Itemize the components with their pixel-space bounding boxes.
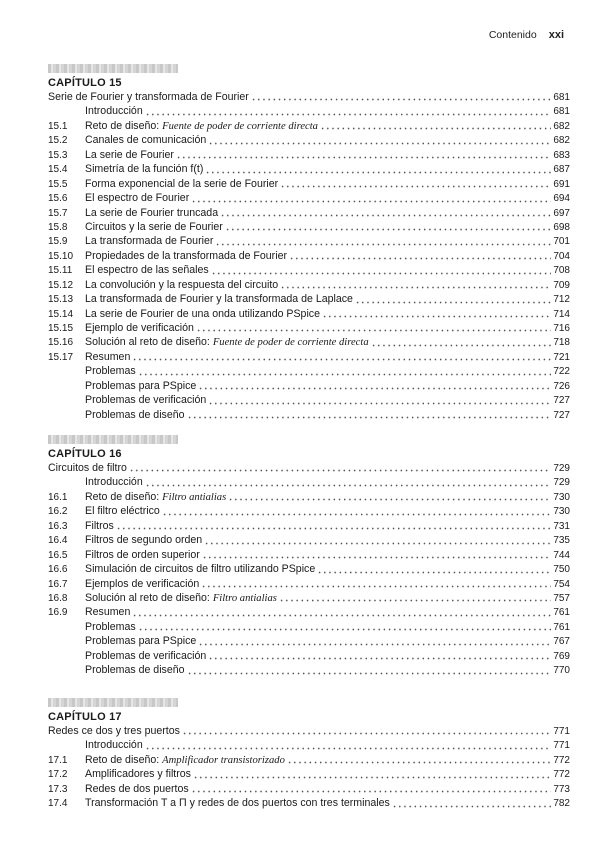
- entry-title: [85, 591, 277, 606]
- entry-title-text: Propiedades de la transformada de Fourier: [85, 249, 287, 262]
- entry-page-number: 769: [553, 650, 570, 662]
- entry-title-text: Canales de comunicación: [85, 134, 207, 147]
- dot-leader: [225, 223, 552, 231]
- entry-page-number: 761: [553, 607, 570, 619]
- entry-title-text: Simetría de la función f(t): [85, 163, 204, 176]
- dot-leader: [215, 238, 551, 246]
- entry-title-text: Amplificadores y filtros: [85, 768, 191, 781]
- entry-title: [85, 364, 136, 378]
- entry-page-number: 691: [553, 178, 570, 190]
- entry-page-number: 709: [553, 279, 570, 291]
- entry-title: [85, 292, 353, 306]
- toc-entry: [48, 162, 570, 176]
- entry-page-number: 727: [553, 395, 570, 407]
- toc-entry: [48, 461, 570, 475]
- entry-title: [85, 504, 160, 518]
- entry-title: [85, 649, 206, 663]
- toc-entry: [48, 278, 570, 292]
- entry-page-number: 714: [553, 308, 570, 320]
- entry-title-text: El espectro de Fourier: [85, 192, 190, 205]
- entry-page-number: 782: [553, 798, 570, 810]
- entry-title-text: Introducción: [85, 476, 143, 489]
- toc-entry: [48, 234, 570, 248]
- entry-title-text: La transformada de Fourier: [85, 235, 214, 248]
- entry-title: [85, 119, 318, 134]
- dot-leader: [251, 93, 552, 101]
- section-number: 17.2: [48, 769, 68, 781]
- entry-page-number: 716: [553, 323, 570, 334]
- entry-page-number: 681: [553, 92, 570, 103]
- entry-title-text: Reto de diseño:: [85, 490, 163, 503]
- dot-leader: [187, 667, 552, 675]
- entry-page-number: 698: [553, 221, 570, 233]
- entry-title: [85, 548, 200, 562]
- dot-leader: [371, 339, 552, 347]
- entry-title: [85, 782, 189, 796]
- entry-title: [85, 577, 199, 591]
- entry-title-text: Redes de dos puertos: [85, 782, 189, 795]
- dot-leader: [355, 296, 551, 304]
- entry-page-number: 712: [553, 294, 570, 306]
- dot-leader: [205, 166, 551, 174]
- toc-entry: [48, 782, 570, 796]
- entry-page-number: 730: [553, 506, 570, 518]
- entry-title-italic: Amplificador transistorizado: [162, 754, 285, 766]
- dot-leader: [228, 493, 551, 501]
- toc-entry: [48, 796, 570, 810]
- toc-entry: [48, 292, 570, 306]
- entry-title: [85, 148, 174, 162]
- dot-leader: [202, 551, 551, 559]
- entry-page-number: 772: [553, 754, 570, 766]
- section-number: 17.4: [48, 798, 68, 810]
- entry-page-number: 770: [553, 665, 570, 677]
- entry-title-text: Solución al reto de diseño:: [85, 591, 213, 604]
- entry-title-text: Solución al reto de diseño:: [85, 336, 213, 349]
- toc-entry: [48, 605, 570, 619]
- entry-page-number: 761: [553, 621, 570, 633]
- toc-entry: [48, 379, 570, 393]
- dot-leader: [320, 122, 551, 130]
- toc-entry: [48, 753, 570, 767]
- section-name: Contenido: [488, 29, 537, 41]
- entry-title-text: Problemas de verificación: [85, 649, 207, 662]
- toc-entry: [48, 577, 570, 591]
- entry-title-text: La serie de Fourier: [85, 148, 174, 161]
- dot-leader: [138, 623, 552, 631]
- entry-title-text: Transformación T a Π y redes de dos puertos con tres terminales: [85, 797, 390, 810]
- toc-entry: [48, 177, 570, 191]
- entry-title-text: Reto de diseño:: [85, 119, 163, 132]
- toc-entry: [48, 475, 570, 489]
- dot-leader: [208, 137, 551, 145]
- entry-title: [85, 738, 143, 752]
- entry-page-number: 726: [553, 380, 570, 392]
- entry-title-text: Problemas para PSpice: [85, 379, 197, 392]
- dot-leader: [191, 195, 551, 203]
- dot-leader: [204, 537, 551, 545]
- section-number: 15.15: [48, 323, 74, 334]
- dot-leader: [145, 479, 552, 487]
- entry-title-text: Introducción: [85, 739, 143, 752]
- entry-title: [85, 220, 223, 234]
- chapter-label: CAPÍTULO 17: [48, 711, 122, 723]
- chapter-label: CAPÍTULO 16: [48, 448, 122, 460]
- toc-entry: [48, 148, 570, 162]
- dot-leader: [138, 368, 552, 376]
- section-number: 15.12: [48, 279, 74, 291]
- dot-leader: [208, 397, 551, 405]
- entry-title: [48, 461, 127, 475]
- entry-title-text: Ejemplos de verificación: [85, 577, 200, 590]
- entry-title-text: La serie de Fourier truncada: [85, 206, 219, 219]
- section-number: 15.2: [48, 135, 68, 147]
- chapter-15: [48, 64, 570, 422]
- entry-title: [85, 307, 320, 321]
- entry-page-number: 729: [553, 477, 570, 489]
- toc-entry: [48, 350, 570, 364]
- entry-title: [85, 177, 278, 191]
- section-number: 15.4: [48, 164, 68, 176]
- chapter-17: [48, 698, 570, 811]
- entry-page-number: 704: [553, 250, 570, 262]
- entry-page-number: 682: [553, 135, 570, 147]
- entry-title: [85, 335, 369, 350]
- entry-page-number: 697: [553, 207, 570, 219]
- toc-entry: [48, 767, 570, 781]
- entry-title-text: Redes ce dos y tres puertos: [48, 725, 180, 737]
- entry-title: [85, 796, 390, 810]
- entry-title-text: Problemas de diseño: [85, 664, 185, 677]
- section-number: 15.10: [48, 250, 74, 262]
- section-number: 15.11: [48, 265, 73, 277]
- entry-title: [85, 519, 114, 533]
- toc-entry: [48, 220, 570, 234]
- toc-entry: [48, 620, 570, 634]
- dot-leader: [145, 108, 552, 116]
- section-number: 15.1: [48, 120, 68, 132]
- dot-leader: [191, 785, 552, 793]
- toc-entry: [48, 562, 570, 576]
- entry-title: [85, 249, 287, 263]
- toc-entry: [48, 519, 570, 533]
- toc-entry: [48, 90, 570, 104]
- dot-leader: [193, 771, 551, 779]
- entry-page-number: 682: [553, 120, 570, 132]
- entry-title: [48, 724, 180, 738]
- section-number: 15.13: [48, 294, 74, 306]
- section-number: 17.1: [48, 754, 68, 766]
- entry-page-number: 681: [553, 106, 570, 118]
- entry-title: [48, 90, 249, 104]
- entry-title-italic: Fuente de poder de corriente directa: [212, 337, 369, 349]
- toc-entries: [48, 90, 570, 422]
- entry-page-number: 744: [553, 549, 570, 561]
- entry-title: [85, 408, 185, 422]
- entry-title: [85, 620, 136, 634]
- toc-entry: [48, 738, 570, 752]
- entry-title-text: Problemas de diseño: [85, 408, 185, 421]
- entry-title-text: Problemas: [85, 620, 136, 633]
- toc-entry: [48, 133, 570, 147]
- entry-title-text: La convolución y la respuesta del circuito: [85, 278, 279, 291]
- entry-title: [85, 162, 203, 176]
- section-number: 16.1: [48, 491, 68, 503]
- dot-leader: [392, 800, 552, 808]
- section-number: 16.4: [48, 535, 68, 547]
- entry-page-number: 731: [553, 520, 570, 532]
- dot-leader: [279, 594, 551, 602]
- entry-title: [85, 634, 196, 648]
- toc-entries: [48, 461, 570, 678]
- entry-title: [85, 663, 185, 677]
- toc-entry: [48, 634, 570, 648]
- entry-title: [85, 263, 209, 277]
- dot-leader: [176, 151, 551, 159]
- toc-entry: [48, 321, 570, 335]
- entry-page-number: 687: [553, 164, 570, 176]
- entry-title-text: Problemas: [85, 365, 136, 378]
- dot-leader: [145, 742, 552, 750]
- entry-title-text: Resumen: [85, 606, 131, 619]
- entry-title: [85, 562, 315, 576]
- toc-entry: [48, 263, 570, 277]
- section-number: 16.5: [48, 549, 68, 561]
- toc-entry: [48, 663, 570, 677]
- entry-title: [85, 191, 189, 205]
- entry-title: [85, 133, 206, 147]
- section-number: 16.2: [48, 506, 68, 518]
- section-number: 16.8: [48, 592, 68, 604]
- section-number: 17.3: [48, 783, 68, 795]
- section-number: 15.17: [48, 351, 74, 363]
- section-number: 16.7: [48, 578, 68, 590]
- toc-entry: [48, 104, 570, 118]
- entry-page-number: 767: [553, 636, 570, 648]
- entry-page-number: 694: [553, 193, 570, 205]
- section-number: 15.16: [48, 337, 74, 349]
- entry-page-number: 708: [553, 265, 570, 277]
- entry-title: [85, 533, 202, 547]
- entry-title-text: El filtro eléctrico: [85, 505, 160, 518]
- entry-title-text: Circuitos de filtro: [48, 462, 127, 474]
- section-number: 15.14: [48, 308, 74, 320]
- dot-leader: [317, 566, 551, 574]
- entry-page-number: 735: [553, 535, 570, 547]
- entry-page-number: 757: [553, 592, 570, 604]
- entry-title-text: Forma exponencial de la serie de Fourier: [85, 177, 279, 190]
- entry-title: [85, 753, 285, 768]
- toc-entry: [48, 408, 570, 422]
- chapter-16: [48, 435, 570, 678]
- entry-title-text: Filtros de orden superior: [85, 548, 200, 561]
- dot-leader: [198, 638, 551, 646]
- toc-entry: [48, 724, 570, 738]
- dot-leader: [187, 411, 552, 419]
- entry-title: [85, 490, 226, 505]
- entry-title-text: Introducción: [85, 105, 143, 118]
- toc-entry: [48, 591, 570, 605]
- toc-entries: [48, 724, 570, 811]
- toc-entry: [48, 119, 570, 133]
- toc-entry: [48, 206, 570, 220]
- entry-page-number: 721: [553, 351, 570, 363]
- page-number: xxi: [548, 29, 564, 41]
- section-number: 15.9: [48, 236, 68, 248]
- entry-title: [85, 767, 191, 781]
- entry-page-number: 727: [553, 409, 570, 421]
- entry-page-number: 729: [553, 463, 570, 474]
- entry-title: [85, 206, 218, 220]
- entry-page-number: 722: [553, 366, 570, 378]
- toc-entry: [48, 364, 570, 378]
- toc-entry: [48, 393, 570, 407]
- entry-title-text: Problemas de verificación: [85, 394, 207, 407]
- entry-page-number: 754: [553, 578, 570, 590]
- entry-title: [85, 350, 130, 364]
- dot-leader: [129, 464, 551, 472]
- entry-title-text: Filtros: [85, 519, 114, 532]
- entry-title-text: La transformada de Fourier y la transformada de Laplace: [85, 293, 353, 306]
- toc-entry: [48, 533, 570, 547]
- toc-entry: [48, 307, 570, 321]
- entry-title-text: Simulación de circuitos de filtro utilizando PSpice: [85, 563, 316, 576]
- entry-title: [85, 234, 213, 248]
- dot-leader: [322, 310, 551, 318]
- dot-leader: [182, 727, 551, 735]
- toc-entry: [48, 649, 570, 663]
- entry-page-number: 771: [553, 726, 570, 737]
- entry-title: [85, 321, 194, 335]
- entry-title-italic: Fuente de poder de corriente directa: [162, 120, 318, 132]
- dot-leader: [280, 281, 551, 289]
- dot-leader: [162, 508, 552, 516]
- chapter-ornament: [48, 64, 178, 73]
- entry-title-italic: Filtro antialias: [162, 491, 227, 503]
- dot-leader: [132, 609, 551, 617]
- dot-leader: [211, 267, 552, 275]
- dot-leader: [220, 209, 551, 217]
- dot-leader: [280, 180, 551, 188]
- entry-title: [85, 104, 143, 118]
- chapter-ornament: [48, 435, 178, 444]
- dot-leader: [287, 756, 551, 764]
- section-number: 15.3: [48, 149, 68, 161]
- entry-title: [85, 475, 143, 489]
- running-head: [489, 29, 564, 41]
- entry-title: [85, 278, 278, 292]
- toc-entry: [48, 335, 570, 349]
- entry-title-text: Serie de Fourier y transformada de Fourier: [48, 91, 249, 103]
- entry-title-text: Resumen: [85, 350, 131, 363]
- toc-entry: [48, 249, 570, 263]
- entry-title-text: Problemas para PSpice: [85, 635, 197, 648]
- entry-title-italic: Filtro antialias: [212, 592, 277, 604]
- dot-leader: [116, 522, 551, 530]
- entry-page-number: 683: [553, 149, 570, 161]
- entry-title-text: Reto de diseño:: [85, 753, 163, 766]
- entry-title-text: Filtros de segundo orden: [85, 534, 203, 547]
- entry-title-text: Circuitos y la serie de Fourier: [85, 220, 223, 233]
- entry-title: [85, 605, 130, 619]
- toc-entry: [48, 548, 570, 562]
- dot-leader: [196, 324, 551, 332]
- section-number: 15.6: [48, 193, 68, 205]
- section-number: 16.9: [48, 607, 68, 619]
- entry-page-number: 772: [553, 769, 570, 781]
- entry-page-number: 730: [553, 491, 570, 503]
- toc-entry: [48, 504, 570, 518]
- entry-title: [85, 379, 196, 393]
- chapter-ornament: [48, 698, 178, 707]
- entry-page-number: 773: [553, 783, 570, 795]
- section-number: 16.6: [48, 564, 68, 576]
- dot-leader: [198, 382, 551, 390]
- toc-entry: [48, 490, 570, 504]
- entry-title-text: El espectro de las señales: [85, 264, 209, 277]
- section-number: 16.3: [48, 520, 68, 532]
- entry-title-text: Ejemplo de verificación: [85, 322, 194, 334]
- entry-page-number: 771: [553, 740, 570, 752]
- section-number: 15.8: [48, 221, 68, 233]
- dot-leader: [201, 580, 551, 588]
- entry-title: [85, 393, 206, 407]
- entry-page-number: 701: [553, 236, 570, 248]
- dot-leader: [132, 353, 551, 361]
- entry-title-text: La serie de Fourier de una onda utilizando PSpice: [85, 307, 320, 320]
- dot-leader: [208, 652, 551, 660]
- section-number: 15.5: [48, 178, 68, 190]
- entry-page-number: 718: [553, 337, 570, 349]
- dot-leader: [289, 252, 551, 260]
- entry-page-number: 750: [553, 564, 570, 576]
- toc-entry: [48, 191, 570, 205]
- chapter-label: CAPÍTULO 15: [48, 77, 122, 89]
- section-number: 15.7: [48, 207, 68, 219]
